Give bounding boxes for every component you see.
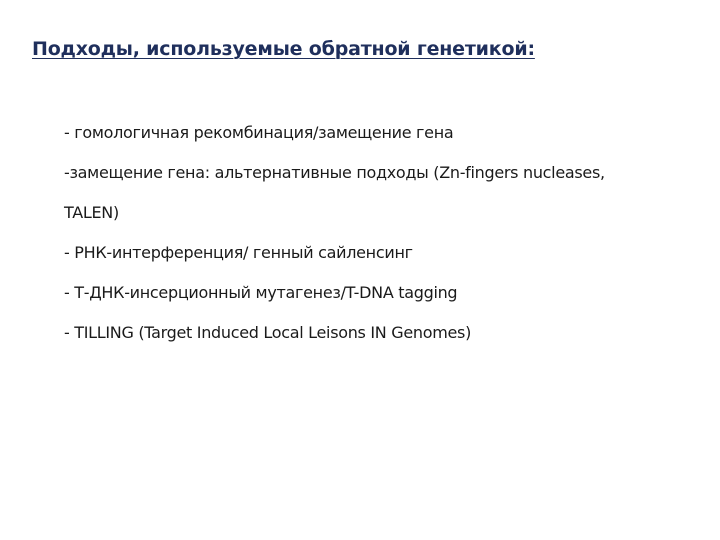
bullet-item: - гомологичная рекомбинация/замещение гена — [64, 123, 454, 142]
slide-title: Подходы, используемые обратной генетикой: — [32, 38, 535, 60]
bullet-item: -замещение гена: альтернативные подходы (Zn-fingers nucleases, — [64, 163, 605, 182]
bullet-list — [64, 120, 694, 360]
bullet-item: - TILLING (Target Induced Local Leisons IN Genomes) — [64, 323, 472, 342]
bullet-item: TALEN) — [64, 203, 119, 222]
bullet-item: - Т-ДНК-инсерционный мутагенез/T-DNA tagging — [64, 283, 458, 302]
bullet-item: - РНК-интерференция/ генный сайленсинг — [64, 243, 413, 262]
